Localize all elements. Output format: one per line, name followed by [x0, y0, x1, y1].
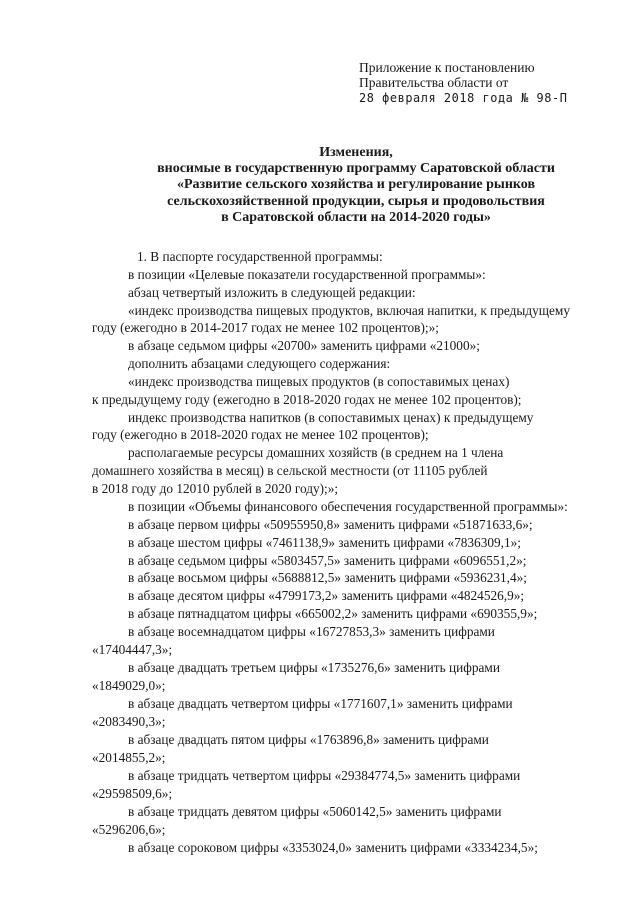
text-line: к предыдущему году (ежегодно в 2018-2020 годах не менее 102 процентов); — [92, 392, 522, 407]
text-line: в позиции «Объемы финансового обеспечения государственной программы»: — [128, 499, 568, 514]
text-line: располагаемые ресурсы домашних хозяйств (в среднем на 1 члена — [128, 445, 504, 460]
title-line-4: сельскохозяйственной продукции, сырья и продовольствия — [167, 193, 545, 209]
text-line: году (ежегодно в 2014-2017 годах не менее 102 процентов);»; — [92, 320, 439, 335]
title-line-3: «Развитие сельского хозяйства и регулирование рынков — [176, 177, 536, 193]
date-number-stamp: 28 февраля 2018 года № 98-П — [359, 90, 568, 105]
text-line: «1849029,0»; — [92, 678, 166, 693]
text-line: «2014855,2»; — [92, 750, 166, 765]
text-line: в абзаце седьмом цифры «5803457,5» заменить цифрами «6096551,2»; — [128, 553, 527, 568]
text-line: году (ежегодно в 2018-2020 годах не менее 102 процентов); — [92, 427, 429, 442]
text-line: в абзаце пятнадцатом цифры «665002,2» заменить цифрами «690355,9»; — [128, 606, 538, 621]
text-line: в абзаце двадцать пятом цифры «1763896,8» заменить цифрами — [128, 732, 489, 747]
text-line: «29598509,6»; — [92, 786, 173, 801]
text-line: в абзаце восьмом цифры «5688812,5» заменить цифрами «5936231,4»; — [128, 570, 527, 585]
text-line: в абзаце сороковом цифры «3353024,0» заменить цифрами «3334234,5»; — [128, 840, 538, 855]
title-line-5: в Саратовской области на 2014-2020 годы» — [221, 209, 491, 225]
header-line-1: Приложение к постановлению — [359, 60, 535, 75]
title-line-1: Изменения, — [319, 145, 393, 160]
header-line-2: Правительства области от — [359, 75, 509, 90]
approval-header — [359, 60, 578, 105]
document-title — [60, 145, 640, 226]
text-line: в абзаце двадцать четвертом цифры «1771607,1» заменить цифрами — [128, 696, 513, 711]
text-line: дополнить абзацами следующего содержания: — [128, 356, 391, 371]
text-line: «индекс производства пищевых продуктов (в сопоставимых ценах) — [128, 374, 510, 389]
text-line: «5296206,6»; — [92, 822, 166, 837]
text-line: индекс производства напитков (в сопоставимых ценах) к предыдущему — [128, 410, 534, 425]
text-line: «индекс производства пищевых продуктов, включая напитки, к предыдущему — [128, 303, 570, 318]
text-line: в абзаце восемнадцатом цифры «16727853,3» заменить цифрами — [128, 624, 495, 639]
text-line: абзац четвертый изложить в следующей редакции: — [128, 285, 416, 300]
title-line-2: вносимые в государственную программу Саратовской области — [157, 161, 555, 177]
text-line: в абзаце седьмом цифры «20700» заменить цифрами «21000»; — [128, 338, 480, 353]
text-line: 1. В паспорте государственной программы: — [137, 249, 383, 264]
text-line: домашнего хозяйства в месяц) в сельской местности (от 11105 рублей — [92, 463, 488, 478]
text-line: в 2018 году до 12010 рублей в 2020 году);»; — [92, 481, 339, 496]
text-line: «2083490,3»; — [92, 714, 166, 729]
text-line: «17404447,3»; — [92, 642, 173, 657]
text-line: в абзаце двадцать третьем цифры «1735276,6» заменить цифрами — [128, 660, 500, 675]
text-line: в абзаце шестом цифры «7461138,9» заменить цифрами «7836309,1»; — [128, 535, 521, 550]
text-line: в абзаце тридцать четвертом цифры «29384774,5» заменить цифрами — [128, 768, 521, 783]
text-line: в абзаце тридцать девятом цифры «5060142,5» заменить цифрами — [128, 804, 502, 819]
text-line: в абзаце первом цифры «50955950,8» заменить цифрами «51871633,6»; — [128, 517, 533, 532]
text-line: в позиции «Целевые показатели государственной программы»: — [128, 267, 486, 282]
text-line: в абзаце десятом цифры «4799173,2» заменить цифрами «4824526,9»; — [128, 588, 525, 603]
